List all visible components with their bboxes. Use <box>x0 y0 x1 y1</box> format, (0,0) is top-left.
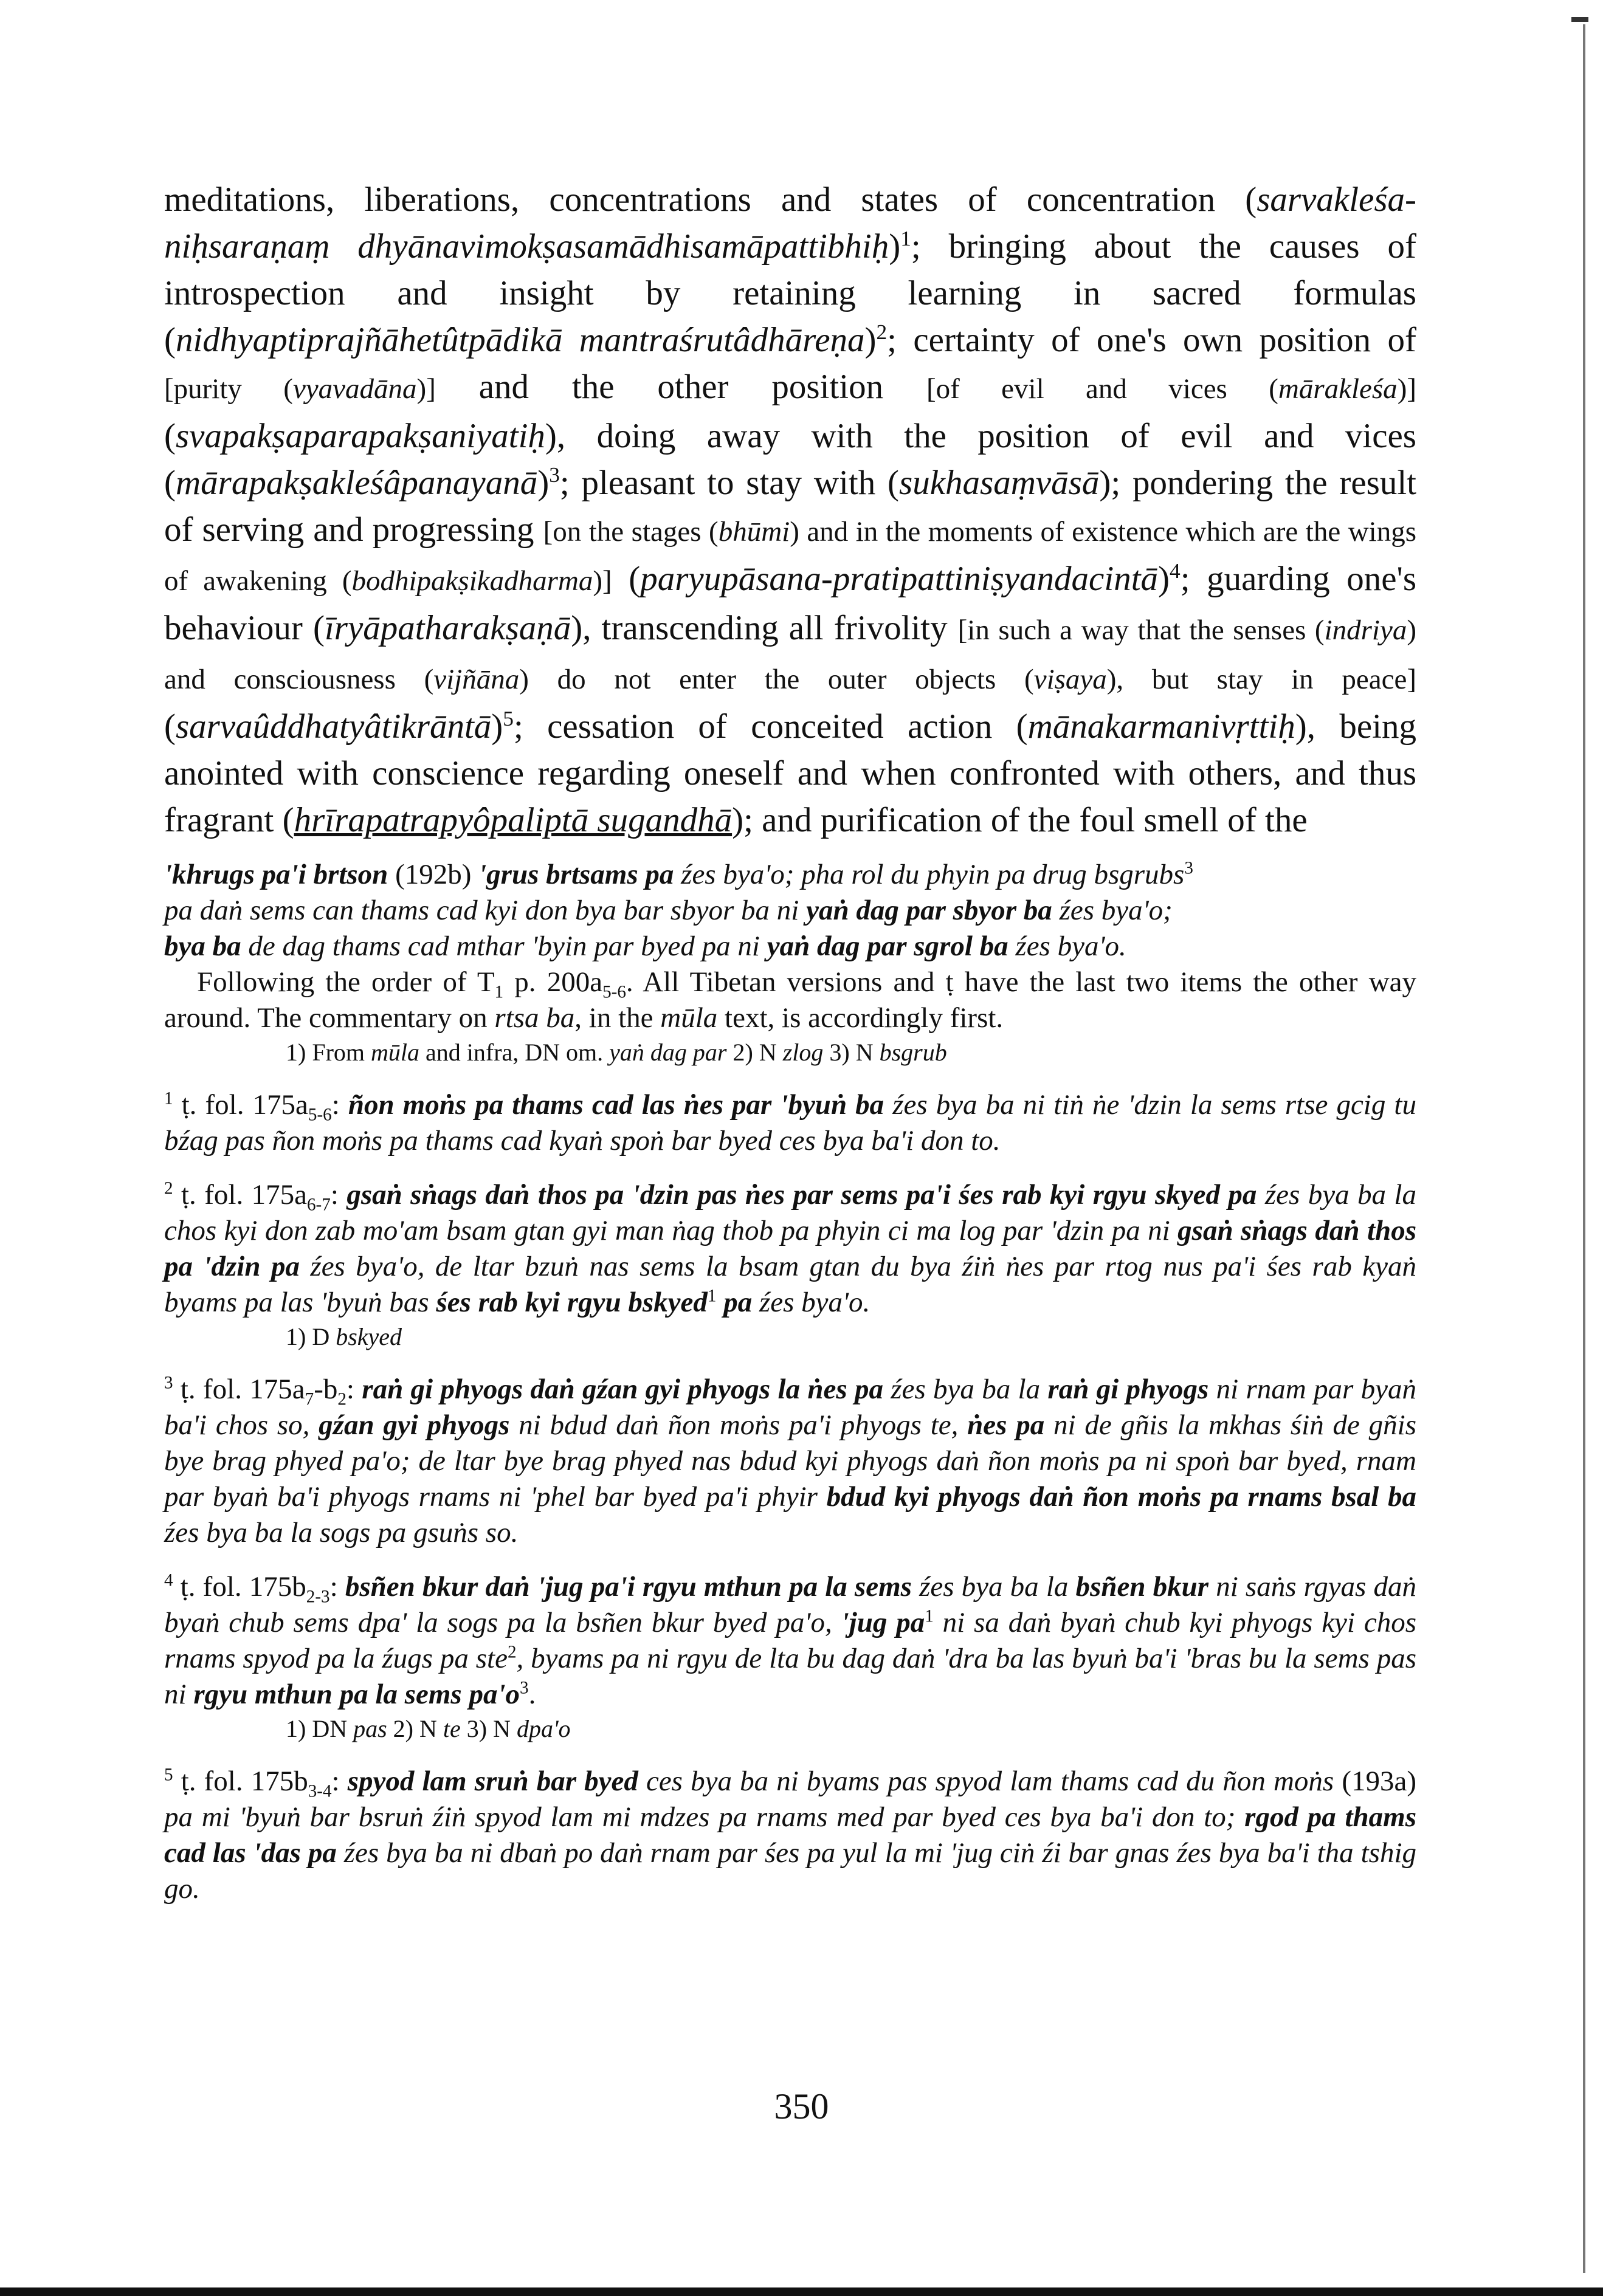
scan-bottom-edge <box>0 2287 1603 2296</box>
document-page <box>164 176 1416 1907</box>
margin-tick-mark <box>1571 17 1588 22</box>
page-margin-line <box>1583 24 1585 2273</box>
footnote-4: $^4$ ṭ. fol. $175b_{2-3}$: bsñen bkur daṅ 'jug pa'i rgyu mthun pa la sems źes bya ba la bsñen bkur ni saṅs rgyas daṅ byaṅ chub sems dpa' la sogs pa la bsñen bkur byed pa'o, 'jug $pa^1$ ni sa daṅ byaṅ chub kyi phyogs kyi chos rnams spyod pa la źugs pa ste$^2$, byams pa ni rgyu de lta bu dag daṅ 'dra ba las byuṅ ba'i 'bras bu la sems pas ni rgyu mthun pa la sems $pa'o^3$. <box>164 1570 1416 1710</box>
footnote-5: $^5$ ṭ. fol. $175b_{3-4}$: spyod lam sruṅ bar byed ces bya ba ni byams pas spyod lam thams cad du ñon moṅs (193a) pa mi 'byuṅ bar bsruṅ źiṅ spyod lam mi mdzes pa rnams med par byed ces bya ba'i don to; rgod pa thams cad las 'das pa źes bya ba ni dbaṅ po daṅ rnam par śes pa yul la mi 'jug ciṅ źi bar gnas źes bya ba'i tha tshig go. <box>164 1765 1417 1905</box>
footnote-2: $^2$ ṭ. fol. $175a_{6-7}$: gsaṅ sṅags daṅ thos pa 'dzin pas ṅes par sems pa'i śes rab kyi rgyu skyed pa źes bya ba la chos kyi don zab mo'am bsam gtan gyi man ṅag thob pa phyin ci ma log par 'dzin pa ni gsaṅ sṅags daṅ thos pa 'dzin pa źes bya'o, de ltar bzuṅ nas sems la bsam gtan du bya źiṅ ṅes par rtog nus pa'i śes rab kyaṅ byams pa las 'byuṅ bas śes rab kyi rgyu bskyed$^1$ pa źes bya'o. <box>164 1178 1416 1318</box>
footnote-1: $^1$ ṭ. fol. $175a_{5-6}$: ñon moṅs pa thams cad las ṅes par 'byuṅ ba źes bya ba ni tiṅ ṅe 'dzin la sems rtse gcig tu bźag pas ñon moṅs pa thams cad kyaṅ spoṅ bar byed ces bya ba'i don to. <box>164 1088 1416 1157</box>
variant-readings-4: 1) DN pas 2) N te 3) N dpa'o <box>286 1715 571 1742</box>
page-number: 350 <box>774 2086 829 2126</box>
tibetan-text-block: 'khrugs pa'i brtson (192b) 'grus brtsams pa źes bya'o; pha rol du phyin pa drug bsgrubs$^3$ pa daṅ sems can thams cad kyi don bya bar sbyor ba ni yaṅ dag par sbyor ba źes bya'o; bya ba de dag thams cad mthar 'byin par byed pa ni yaṅ dag par sgrol ba źes bya'o. <box>164 858 1193 962</box>
main-text-paragraph: meditations, liberations, concentrations and states of concentration (sarvakleśa-niḥsaraṇaṃ dhyānavimokṣasamādhisamāpattibhiḥ)$^1$; bringing about the causes of introspection and insight by retaining learning in sacred formulas (nidhyaptiprajñāhetûtpādikā mantraśrutâdhāreṇa)$^2$; certainty of one's own position of [purity (vyavadāna)] and the other position [of evil and vices (mārakleśa)] (svapakṣaparapakṣaniyatiḥ), doing away with the position of evil and vices (mārapakṣakleśâpanayanā)$^3$; pleasant to stay with (sukhasaṃvāsā); pondering the result of serving and progressing [on the stages (bhūmi) and in the moments of existence which are the wings of awakening (bodhipakṣikadharma)] (paryupāsana-pratipattiniṣyandacintā)$^4$; guarding one's behaviour (īryāpatharakṣaṇā), transcending all frivolity [in such a way that the senses (indriya) and consciousness (vijñāna) do not enter the outer objects (viṣaya), but stay in peace] (sarvaûddhatyâtikrāntā)$^5$; cessation of conceited action (mānakarmanivṛttiḥ), being anointed with conscience regarding oneself and when confronted with others, and thus fragrant (hrīrapatrapyôpaliptā sugandhā); and purification of the foul smell of the <box>164 180 1417 839</box>
footnote-3: $^3$ ṭ. fol. $175a_7-b_2$: raṅ gi phyogs daṅ gźan gyi phyogs la ṅes pa źes bya ba la raṅ gi phyogs ni rnam par byaṅ ba'i chos so, gźan gyi phyogs ni bdud daṅ ñon moṅs pa'i phyogs te, ṅes pa ni de gñis la mkhas śiṅ de gñis bye brag phyed pa'o; de ltar bye brag phyed nas bdud kyi phyogs daṅ ñon moṅs pa ni spoṅ bar byed, rnam par byaṅ ba'i phyogs rnams ni 'phel bar byed pa'i phyir bdud kyi phyogs daṅ ñon moṅs pa rnams bsal ba źes bya ba la sogs pa gsuṅs so. <box>164 1373 1416 1548</box>
variant-readings-2: 1) D bskyed <box>286 1323 402 1350</box>
editorial-note: Following the order of $T_1$ p. $200a_{5-6}$. All Tibetan versions and ṭ have the last two items the other way around. The commentary on rtsa ba, in the mūla text, is accordingly first. <box>164 966 1416 1034</box>
variant-readings: 1) From mūla and infra, DN om. yaṅ dag par 2) N zlog 3) N bsgrub <box>286 1039 947 1066</box>
